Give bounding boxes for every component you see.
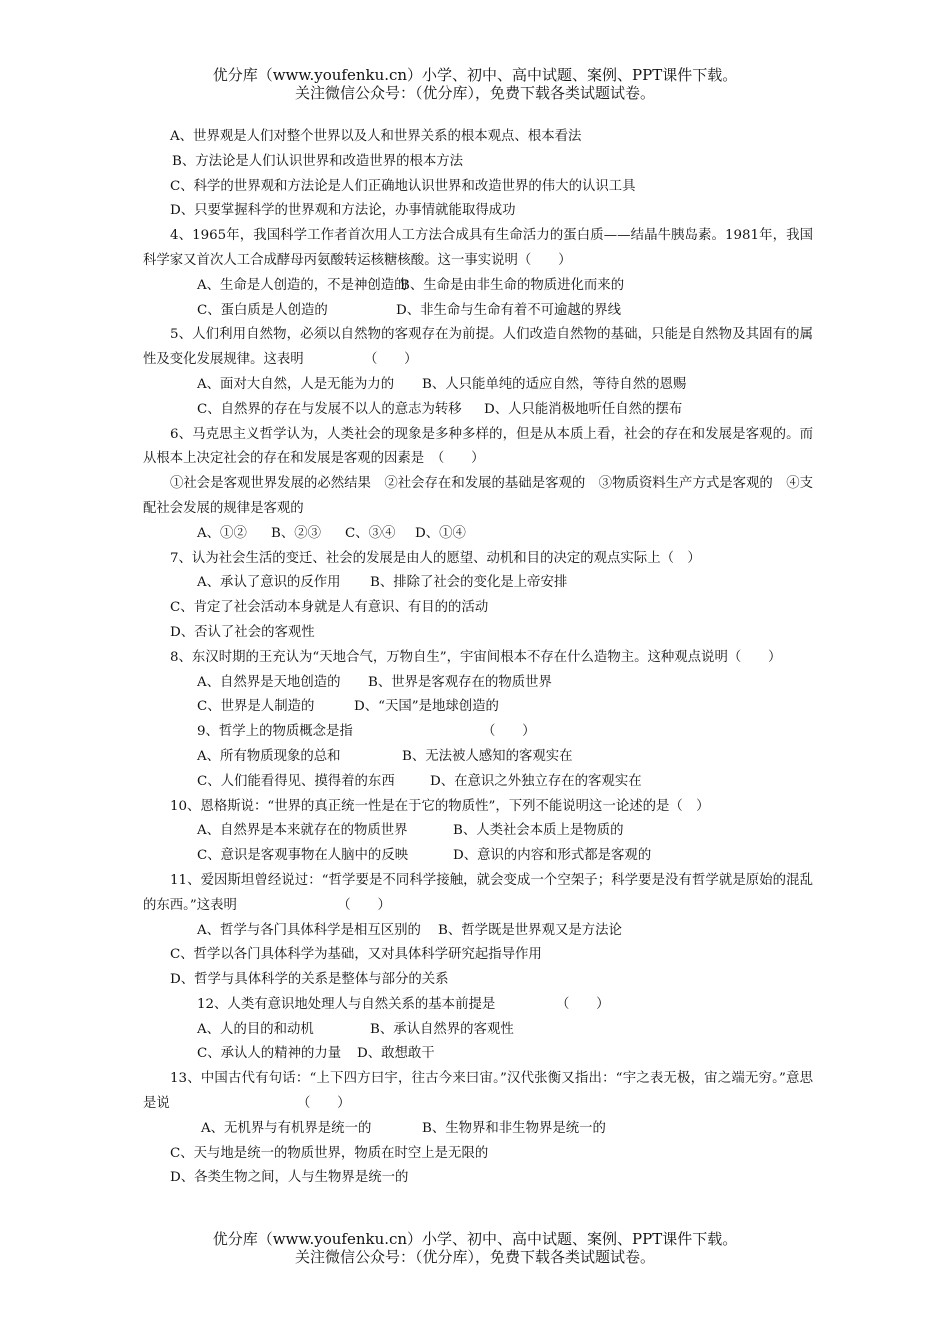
q10-option-c: C、意识是客观事物在人脑中的反映 (197, 848, 409, 864)
q4-option-a: A、生命是人创造的，不是神创造的 (197, 277, 408, 293)
q6-option-b: B、②③ (271, 525, 322, 541)
header-line-1: 优分库（www.youfenku.cn）小学、初中、高中试题、案例、PPT课件下载。 (212, 66, 738, 84)
q13-option-b: B、生物界和非生物界是统一的 (422, 1120, 606, 1136)
q12-option-c: C、承认人的精神的力量 (197, 1046, 342, 1062)
q10-option-d: D、意识的内容和形式都是客观的 (453, 848, 652, 864)
q6-statements: ①社会是客观世界发展的必然结果 ②社会存在和发展的基础是客观的 ③物质资料生产方式是客观的 ④支配社会发展的规律是客观的 (143, 476, 813, 516)
page-footer (0, 1230, 950, 1266)
q13-option-d: D、各类生物之间，人与生物界是统一的 (170, 1170, 409, 1186)
footer-line-1: 优分库（www.youfenku.cn）小学、初中、高中试题、案例、PPT课件下载。 (212, 1230, 738, 1248)
q11-options-row-1 (143, 919, 813, 944)
q9-option-a: A、所有物质现象的总和 (197, 748, 341, 764)
q8-option-d: D、“天国”是地球创造的 (354, 699, 499, 715)
question-list (143, 125, 813, 1191)
q6-options-row (143, 522, 813, 547)
q4-options-row-1 (143, 274, 813, 299)
q5-options-row-2 (143, 398, 813, 423)
q12-option-d: D、敢想敢干 (357, 1046, 435, 1062)
q5-stem: 5、人们利用自然物，必须以自然物的客观存在为前提。人们改造自然物的基础，只能是自然物及其固有的属性及变化发展规律。这表明 （ ） (143, 327, 813, 368)
q9-options-row-2 (143, 770, 813, 795)
q4-option-c: C、蛋白质是人创造的 (197, 302, 328, 318)
q9-stem: 9、哲学上的物质概念是指 (197, 724, 353, 740)
q10-option-b: B、人类社会本质上是物质的 (453, 823, 624, 839)
q7-option-d: D、否认了社会的客观性 (170, 624, 315, 640)
q10-option-a: A、自然界是本来就存在的物质世界 (197, 823, 408, 839)
q11-stem: 11、爱因斯坦曾经说过：“哲学要是不同科学接触，就会变成一个空架子；科学要是没有哲学就是原始的混乱的东西。”这表明 （ ） (143, 872, 813, 913)
q7-option-b: B、排除了社会的变化是上帝安排 (370, 575, 568, 591)
q8-option-a: A、自然界是天地创造的 (197, 674, 341, 690)
q7-option-c: C、肯定了社会活动本身就是人有意识、有目的的活动 (170, 600, 489, 616)
q8-options-row-1 (143, 671, 813, 696)
q11-option-a: A、哲学与各门具体科学是相互区别的 (197, 922, 421, 938)
q8-options-row-2 (143, 695, 813, 720)
q12-options-row-1 (143, 1018, 813, 1043)
q8-stem: 8、东汉时期的王充认为“天地合气，万物自生”，宇宙间根本不存在什么造物主。这种观点说明（ ） (170, 649, 782, 665)
q3-option-d: D、只要掌握科学的世界观和方法论，办事情就能取得成功 (170, 203, 516, 219)
q9-stem-row (143, 720, 813, 745)
q8-option-c: C、世界是人制造的 (197, 699, 315, 715)
header-line-2: 关注微信公众号：（优分库），免费下载各类试题试卷。 (294, 84, 655, 102)
q6-option-a: A、①② (197, 525, 247, 541)
q11-option-d: D、哲学与具体科学的关系是整体与部分的关系 (170, 972, 449, 988)
q4-option-b: B、生命是由非生命的物质进化而来的 (400, 277, 625, 293)
q12-option-b: B、承认自然界的客观性 (370, 1021, 514, 1037)
q6-stem: 6、马克思主义哲学认为，人类社会的现象是多种多样的，但是从本质上看，社会的存在和发展是客观的。而从根本上决定社会的存在和发展是客观的因素是 （ ） (143, 426, 813, 467)
q9-answer-paren: （ ） (482, 724, 536, 740)
q5-option-b: B、人只能单纯的适应自然，等待自然的恩赐 (422, 376, 687, 392)
q11-option-b: B、哲学既是世界观又是方法论 (438, 922, 622, 938)
q12-options-row-2 (143, 1042, 813, 1067)
q13-option-c: C、天与地是统一的物质世界，物质在时空上是无限的 (170, 1145, 489, 1161)
q5-options-row-1 (143, 373, 813, 398)
q5-option-d: D、人只能消极地听任自然的摆布 (484, 401, 683, 417)
q10-options-row-2 (143, 844, 813, 869)
q13-options-row-1 (143, 1117, 813, 1142)
q7-stem: 7、认为社会生活的变迁、社会的发展是由人的愿望、动机和目的决定的观点实际上（ ） (170, 550, 701, 566)
footer-line-2: 关注微信公众号：（优分库），免费下载各类试题试卷。 (294, 1248, 655, 1266)
q6-option-d: D、①④ (415, 525, 466, 541)
q7-options-row-1 (143, 571, 813, 596)
q4-option-d: D、非生命与生命有着不可逾越的界线 (396, 302, 621, 318)
q6-option-c: C、③④ (345, 525, 396, 541)
q11-option-c: C、哲学以各门具体科学为基础，又对具体科学研究起指导作用 (170, 947, 542, 963)
q9-option-d: D、在意识之外独立存在的客观实在 (430, 773, 642, 789)
q10-options-row-1 (143, 819, 813, 844)
q13-option-a: A、无机界与有机界是统一的 (201, 1120, 372, 1136)
q12-option-a: A、人的目的和动机 (197, 1021, 314, 1037)
q3-option-b: B、方法论是人们认识世界和改造世界的根本方法 (172, 153, 464, 169)
q5-option-c: C、自然界的存在与发展不以人的意志为转移 (197, 401, 462, 417)
page-header (0, 66, 950, 102)
q12-stem-row (143, 993, 813, 1018)
q5-option-a: A、面对大自然，人是无能为力的 (197, 376, 395, 392)
q13-stem: 13、中国古代有句话：“上下四方曰宇，往古今来曰宙。”汉代张衡又指出：“宇之表无极，宙之端无穷。”意思是说 （ ） (143, 1071, 813, 1112)
q8-option-b: B、世界是客观存在的物质世界 (368, 674, 552, 690)
q9-options-row-1 (143, 745, 813, 770)
q3-option-c: C、科学的世界观和方法论是人们正确地认识世界和改造世界的伟大的认识工具 (170, 178, 636, 194)
q12-answer-paren: （ ） (556, 996, 610, 1012)
q7-option-a: A、承认了意识的反作用 (197, 575, 341, 591)
q9-option-c: C、人们能看得见、摸得着的东西 (197, 773, 395, 789)
q4-options-row-2 (143, 299, 813, 324)
q3-option-a: A、世界观是人们对整个世界以及人和世界关系的根本观点、根本看法 (170, 129, 582, 144)
q4-stem: 4、1965年，我国科学工作者首次用人工方法合成具有生命活力的蛋白质——结晶牛胰岛素。1981年，我国科学家又首次人工合成酵母丙氨酸转运核糖核酸。这一事实说明（ ） (143, 228, 813, 268)
q10-stem: 10、恩格斯说：“世界的真正统一性是在于它的物质性”，下列不能说明这一论述的是（ ） (170, 798, 710, 814)
q12-stem: 12、人类有意识地处理人与自然关系的基本前提是 (197, 996, 496, 1012)
q9-option-b: B、无法被人感知的客观实在 (402, 748, 573, 764)
